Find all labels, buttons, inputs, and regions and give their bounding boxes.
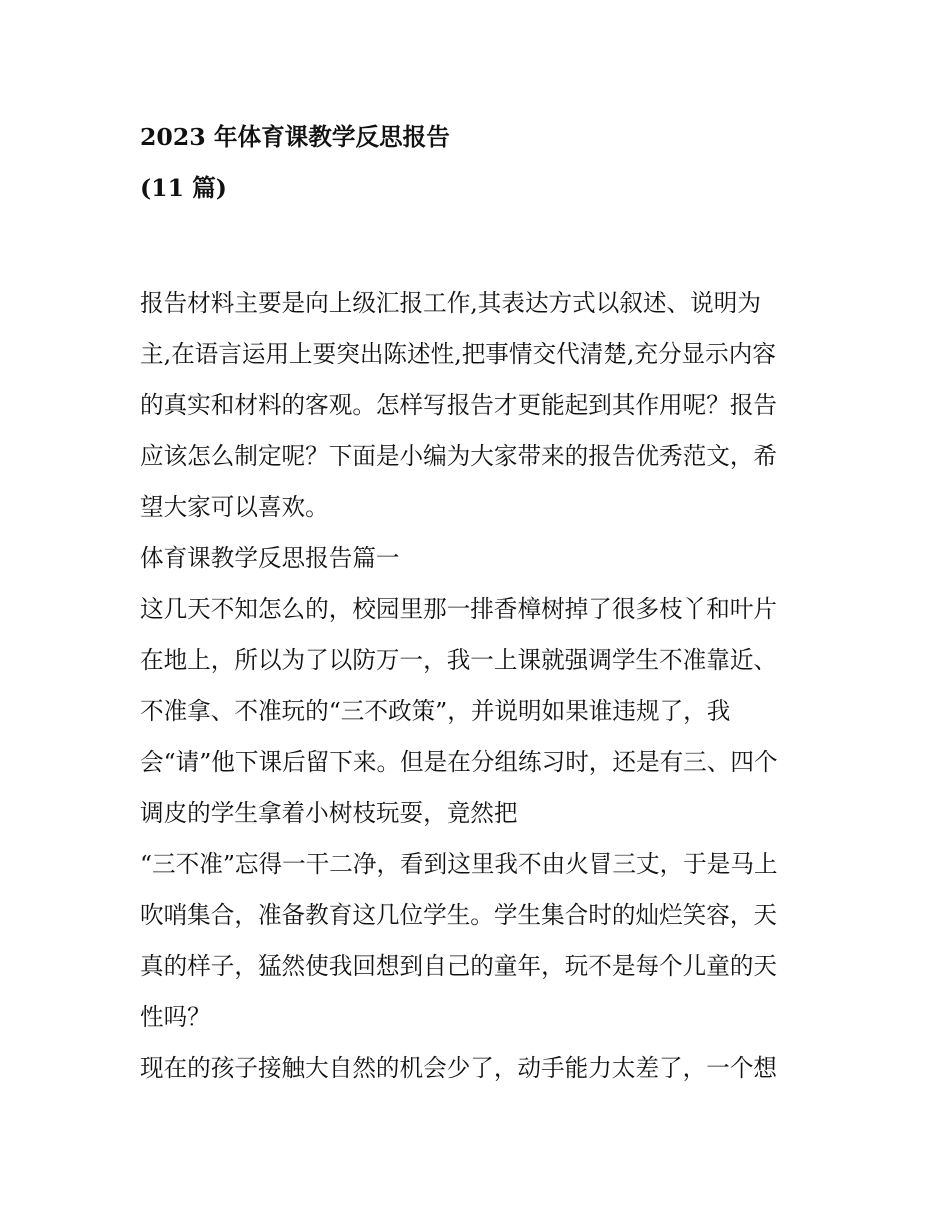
body-line: 的真实和材料的客观。怎样写报告才更能起到其作用呢？报告 bbox=[140, 391, 778, 419]
body-line: 真的样子，猛然使我回想到自己的童年，玩不是每个儿童的天 bbox=[140, 952, 778, 980]
body-line: 会“请”他下课后留下来。但是在分组练习时，还是有三、四个 bbox=[140, 748, 778, 776]
document-body bbox=[140, 278, 820, 1094]
document-title bbox=[140, 112, 820, 214]
body-line: 吹哨集合，准备教育这几位学生。学生集合时的灿烂笑容，天 bbox=[140, 901, 778, 929]
body-line: 应该怎么制定呢？下面是小编为大家带来的报告优秀范文，希 bbox=[140, 442, 778, 470]
body-line: 望大家可以喜欢。 bbox=[140, 493, 329, 521]
section-heading: 体育课教学反思报告篇一 bbox=[140, 544, 400, 572]
body-line: 报告材料主要是向上级汇报工作,其表达方式以叙述、说明为 bbox=[140, 289, 761, 317]
body-line: 现在的孩子接触大自然的机会少了，动手能力太差了，一个想 bbox=[140, 1054, 778, 1082]
body-line: 在地上，所以为了以防万一，我一上课就强调学生不准靠近、 bbox=[140, 646, 778, 674]
body-line: 这几天不知怎么的，校园里那一排香樟树掉了很多枝丫和叶片 bbox=[140, 595, 778, 623]
title-line-2: (11 篇) bbox=[140, 174, 227, 202]
body-line: 主,在语言运用上要突出陈述性,把事情交代清楚,充分显示内容 bbox=[140, 340, 776, 368]
body-line: “三不准”忘得一干二净，看到这里我不由火冒三丈，于是马上 bbox=[140, 850, 778, 878]
title-line-1: 2023 年体育课教学反思报告 bbox=[140, 123, 450, 151]
body-line: 不准拿、不准玩的“三不政策”，并说明如果谁违规了，我 bbox=[140, 697, 731, 725]
body-line: 调皮的学生拿着小树枝玩耍，竟然把 bbox=[140, 799, 518, 827]
body-line: 性吗？ bbox=[140, 1003, 211, 1031]
